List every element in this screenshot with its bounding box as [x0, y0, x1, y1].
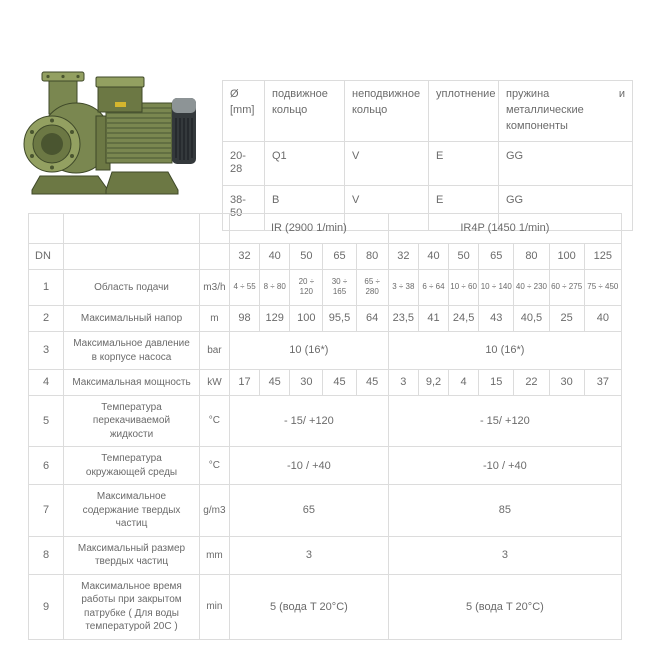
seal-table-cell: GG: [499, 141, 633, 185]
spec-blank-cell: [64, 214, 200, 244]
dn-size-cell: 100: [549, 243, 584, 269]
seal-table: [222, 80, 633, 231]
spec-value-cell: 45: [260, 370, 290, 396]
seal-table-cell: V: [345, 186, 429, 230]
dn-size-cell: 50: [449, 243, 479, 269]
pump-photo: [18, 58, 210, 196]
spec-value-cell: 20 ÷ 120: [290, 269, 323, 306]
seal-table-header-cell: Ø [mm]: [223, 81, 265, 142]
spec-row-number: 2: [29, 306, 64, 332]
spec-merged-value-ir: - 15/ +120: [229, 395, 388, 447]
dn-size-cell: 65: [323, 243, 356, 269]
spec-value-cell: 9,2: [418, 370, 448, 396]
seal-table-cell: E: [429, 186, 499, 230]
spec-row-number: 9: [29, 574, 64, 639]
spec-row: [29, 447, 622, 485]
spec-param-name: Область подачи: [64, 269, 200, 306]
dn-label-cell: DN: [29, 243, 64, 269]
spec-value-cell: 3: [388, 370, 418, 396]
spec-value-cell: 45: [356, 370, 388, 396]
spec-merged-value-ir4p: 5 (вода T 20°C): [388, 574, 621, 639]
pump-foot: [32, 176, 108, 194]
spec-value-cell: 37: [584, 370, 621, 396]
spec-unit: min: [199, 574, 229, 639]
dn-size-cell: 125: [584, 243, 621, 269]
spec-row-number: 3: [29, 332, 64, 370]
spec-row: [29, 370, 622, 396]
seal-table-cell: 20-28: [223, 141, 265, 185]
spec-value-cell: 10 ÷ 140: [479, 269, 514, 306]
spec-unit: g/m3: [199, 485, 229, 537]
spec-value-cell: 43: [479, 306, 514, 332]
seal-table-cell: E: [429, 141, 499, 185]
seal-table-header-cell: пружина и металлические компоненты: [499, 81, 633, 142]
spec-unit: kW: [199, 370, 229, 396]
spec-param-name: Максимальное содержание твердых частиц: [64, 485, 200, 537]
spec-value-cell: 41: [418, 306, 448, 332]
seal-table-head-row: [223, 81, 633, 142]
seal-table-cell: Q1: [265, 141, 345, 185]
spec-value-cell: 25: [549, 306, 584, 332]
pump-illustration: [18, 58, 210, 196]
spec-value-cell: 45: [323, 370, 356, 396]
spec-value-cell: 4: [449, 370, 479, 396]
spec-merged-value-ir: 5 (вода T 20°C): [229, 574, 388, 639]
seal-table-cell: 38-50: [223, 186, 265, 230]
spec-value-cell: 65 ÷ 280: [356, 269, 388, 306]
spec-value-cell: 8 ÷ 80: [260, 269, 290, 306]
spec-table: [28, 213, 622, 640]
spec-row-number: 6: [29, 447, 64, 485]
spec-value-cell: 15: [479, 370, 514, 396]
rating-label: [115, 102, 126, 107]
spec-param-name: Максимальное давление в корпусе насоса: [64, 332, 200, 370]
spec-row-number: 5: [29, 395, 64, 447]
seal-table-header-cell: неподвижное кольцо: [345, 81, 429, 142]
spec-row: [29, 395, 622, 447]
dn-size-cell: 32: [229, 243, 259, 269]
spec-value-cell: 4 ÷ 55: [229, 269, 259, 306]
spec-row: [29, 306, 622, 332]
spec-row-number: 8: [29, 536, 64, 574]
spec-param-name: Максимальный размер твердых частиц: [64, 536, 200, 574]
motor-foot: [106, 172, 178, 194]
motor-end-cap-top: [172, 98, 196, 113]
spec-row-number: 4: [29, 370, 64, 396]
spec-merged-value-ir: -10 / +40: [229, 447, 388, 485]
spec-unit: mm: [199, 536, 229, 574]
spec-value-cell: 3 ÷ 38: [388, 269, 418, 306]
spec-value-cell: 60 ÷ 275: [549, 269, 584, 306]
seal-table-cell: V: [345, 141, 429, 185]
spec-blank-cell: [29, 214, 64, 244]
spec-merged-value-ir: 3: [229, 536, 388, 574]
spec-blank-cell: [64, 243, 200, 269]
spec-row: [29, 269, 622, 306]
spec-blank-cell: [199, 214, 229, 244]
spec-unit: °C: [199, 395, 229, 447]
dn-size-cell: 50: [290, 243, 323, 269]
spec-dn-row: [29, 243, 622, 269]
spec-merged-value-ir: 65: [229, 485, 388, 537]
spec-param-name: Температура перекачиваемой жидкости: [64, 395, 200, 447]
spec-row: [29, 536, 622, 574]
spec-table-body: [29, 214, 622, 640]
spec-param-name: Температура окружающей среды: [64, 447, 200, 485]
spec-merged-value-ir4p: 3: [388, 536, 621, 574]
spec-value-cell: 95,5: [323, 306, 356, 332]
dn-size-cell: 80: [514, 243, 549, 269]
spec-merged-value-ir4p: - 15/ +120: [388, 395, 621, 447]
spec-param-name: Максимальное время работы при закрытом патрубке ( Для воды температурой 20С ): [64, 574, 200, 639]
spec-merged-value-ir: 10 (16*): [229, 332, 388, 370]
dn-size-cell: 32: [388, 243, 418, 269]
spec-unit: bar: [199, 332, 229, 370]
dn-size-cell: 40: [260, 243, 290, 269]
spec-unit: m3/h: [199, 269, 229, 306]
spec-value-cell: 40 ÷ 230: [514, 269, 549, 306]
spec-param-name: Максимальная мощность: [64, 370, 200, 396]
seal-table-cell: B: [265, 186, 345, 230]
spec-value-cell: 10 ÷ 60: [449, 269, 479, 306]
spec-value-cell: 30 ÷ 165: [323, 269, 356, 306]
spec-row-number: 7: [29, 485, 64, 537]
spec-row: [29, 332, 622, 370]
spec-row: [29, 485, 622, 537]
spec-value-cell: 23,5: [388, 306, 418, 332]
spec-value-cell: 17: [229, 370, 259, 396]
spec-merged-value-ir4p: -10 / +40: [388, 447, 621, 485]
seal-table-cell: GG: [499, 186, 633, 230]
spec-value-cell: 98: [229, 306, 259, 332]
dn-size-cell: 40: [418, 243, 448, 269]
spec-value-cell: 30: [290, 370, 323, 396]
spec-value-cell: 129: [260, 306, 290, 332]
spec-unit: m: [199, 306, 229, 332]
spec-group-header-row: [29, 214, 622, 244]
spec-value-cell: 24,5: [449, 306, 479, 332]
spec-value-cell: 75 ÷ 450: [584, 269, 621, 306]
junction-box-lid: [96, 77, 144, 87]
dn-size-cell: 65: [479, 243, 514, 269]
spec-param-name: Максимальный напор: [64, 306, 200, 332]
spec-value-cell: 30: [549, 370, 584, 396]
spec-unit: °C: [199, 447, 229, 485]
dn-size-cell: 80: [356, 243, 388, 269]
seal-table-header-cell: уплотнение: [429, 81, 499, 142]
spec-blank-cell: [199, 243, 229, 269]
spec-value-cell: 40,5: [514, 306, 549, 332]
spec-value-cell: 64: [356, 306, 388, 332]
spec-row-number: 1: [29, 269, 64, 306]
seal-table-header-cell: подвижное кольцо: [265, 81, 345, 142]
spec-value-cell: 100: [290, 306, 323, 332]
spec-row: [29, 574, 622, 639]
spec-value-cell: 40: [584, 306, 621, 332]
spec-merged-value-ir4p: 10 (16*): [388, 332, 621, 370]
spec-merged-value-ir4p: 85: [388, 485, 621, 537]
spec-group-header-ir4p: IR4P (1450 1/min): [388, 214, 621, 244]
seal-table-row: [223, 141, 633, 185]
spec-value-cell: 22: [514, 370, 549, 396]
spec-value-cell: 6 ÷ 64: [418, 269, 448, 306]
spec-group-header-ir: IR (2900 1/min): [229, 214, 388, 244]
